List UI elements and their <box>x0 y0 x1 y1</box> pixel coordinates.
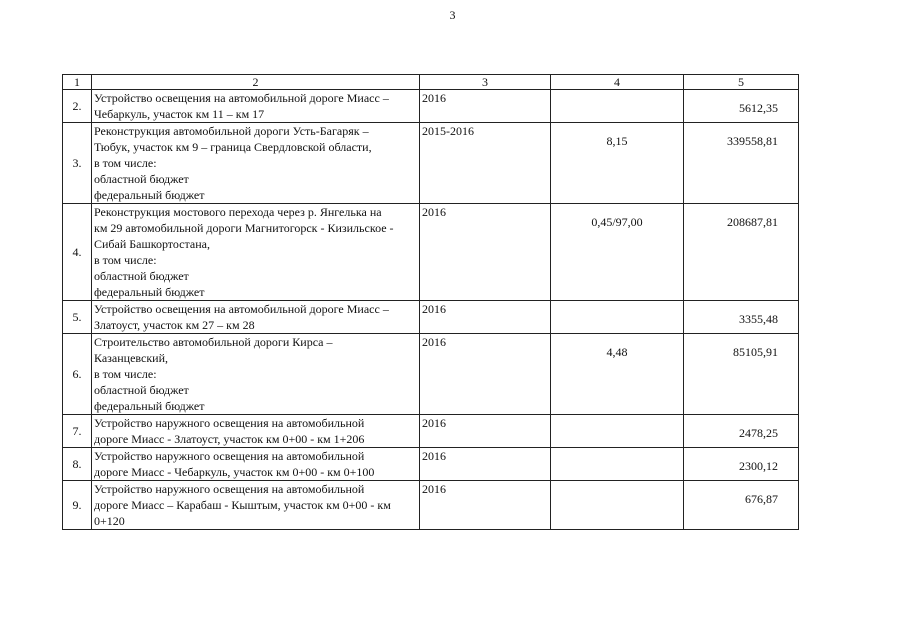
row-cost: 85105,91 <box>684 334 799 415</box>
description-line: Тюбук, участок км 9 – граница Свердловской области, <box>94 140 372 154</box>
description-line: Казанцевский, <box>94 351 169 365</box>
row-quantity: 4,48 <box>551 334 684 415</box>
row-number: 7. <box>63 415 92 448</box>
row-year: 2016 <box>420 301 551 334</box>
description-line: областной бюджет <box>94 269 189 283</box>
row-number: 8. <box>63 448 92 481</box>
description-line: Чебаркуль, участок км 11 – км 17 <box>94 107 265 121</box>
row-year: 2016 <box>420 204 551 301</box>
row-year: 2016 <box>420 334 551 415</box>
column-header: 4 <box>551 75 684 90</box>
description-line: Реконструкция автомобильной дороги Усть-Багаряк – <box>94 124 369 138</box>
description-line: областной бюджет <box>94 172 189 186</box>
column-header: 1 <box>63 75 92 90</box>
row-description <box>92 415 420 448</box>
description-line: Златоуст, участок км 27 – км 28 <box>94 318 255 332</box>
row-cost: 2478,25 <box>684 415 799 448</box>
description-line: федеральный бюджет <box>94 285 205 299</box>
description-line: федеральный бюджет <box>94 399 205 413</box>
description-line: Сибай Башкортостана, <box>94 237 210 251</box>
row-number: 2. <box>63 90 92 123</box>
row-number: 4. <box>63 204 92 301</box>
row-quantity: 0,45/97,00 <box>551 204 684 301</box>
row-year: 2016 <box>420 415 551 448</box>
row-quantity <box>551 448 684 481</box>
description-line: Строительство автомобильной дороги Кирса – <box>94 335 333 349</box>
row-cost: 5612,35 <box>684 90 799 123</box>
table-row <box>63 90 799 123</box>
description-line: Устройство освещения на автомобильной дороге Миасс – <box>94 91 389 105</box>
row-description <box>92 90 420 123</box>
row-description <box>92 334 420 415</box>
row-quantity <box>551 481 684 530</box>
row-year: 2016 <box>420 90 551 123</box>
table-row <box>63 123 799 204</box>
page-number: 3 <box>449 8 456 22</box>
description-line: областной бюджет <box>94 383 189 397</box>
description-line: Устройство наружного освещения на автомобильной <box>94 482 365 496</box>
column-header: 3 <box>420 75 551 90</box>
column-header: 2 <box>92 75 420 90</box>
column-header: 5 <box>684 75 799 90</box>
description-line: дороге Миасс - Златоуст, участок км 0+00 - км 1+206 <box>94 432 365 446</box>
row-year: 2016 <box>420 481 551 530</box>
row-number: 3. <box>63 123 92 204</box>
description-line: Устройство освещения на автомобильной дороге Миасс – <box>94 302 389 316</box>
row-quantity: 8,15 <box>551 123 684 204</box>
table-header-row <box>63 75 799 90</box>
row-cost: 208687,81 <box>684 204 799 301</box>
description-line: Реконструкция мостового перехода через р. Янгелька на <box>94 205 382 219</box>
row-cost: 3355,48 <box>684 301 799 334</box>
table-row <box>63 301 799 334</box>
row-number: 6. <box>63 334 92 415</box>
row-quantity <box>551 90 684 123</box>
row-description <box>92 123 420 204</box>
row-year: 2016 <box>420 448 551 481</box>
description-line: дороге Миасс - Чебаркуль, участок км 0+00 - км 0+100 <box>94 465 375 479</box>
row-cost: 2300,12 <box>684 448 799 481</box>
table-row <box>63 448 799 481</box>
row-description <box>92 204 420 301</box>
table-row <box>63 334 799 415</box>
data-table <box>62 74 799 530</box>
table-row <box>63 415 799 448</box>
table-row <box>63 204 799 301</box>
row-description <box>92 301 420 334</box>
description-line: Устройство наружного освещения на автомобильной <box>94 416 365 430</box>
description-line: в том числе: <box>94 156 157 170</box>
row-description <box>92 448 420 481</box>
description-line: км 29 автомобильной дороги Магнитогорск - Кизильское - <box>94 221 394 235</box>
row-quantity <box>551 415 684 448</box>
row-quantity <box>551 301 684 334</box>
row-description <box>92 481 420 530</box>
row-cost: 676,87 <box>684 481 799 530</box>
description-line: федеральный бюджет <box>94 188 205 202</box>
row-cost: 339558,81 <box>684 123 799 204</box>
row-number: 5. <box>63 301 92 334</box>
description-line: в том числе: <box>94 253 157 267</box>
row-number: 9. <box>63 481 92 530</box>
description-line: в том числе: <box>94 367 157 381</box>
table-row <box>63 481 799 530</box>
description-line: дороге Миасс – Карабаш - Кыштым, участок км 0+00 - км <box>94 498 391 512</box>
description-line: 0+120 <box>94 514 125 528</box>
description-line: Устройство наружного освещения на автомобильной <box>94 449 365 463</box>
row-year: 2015-2016 <box>420 123 551 204</box>
